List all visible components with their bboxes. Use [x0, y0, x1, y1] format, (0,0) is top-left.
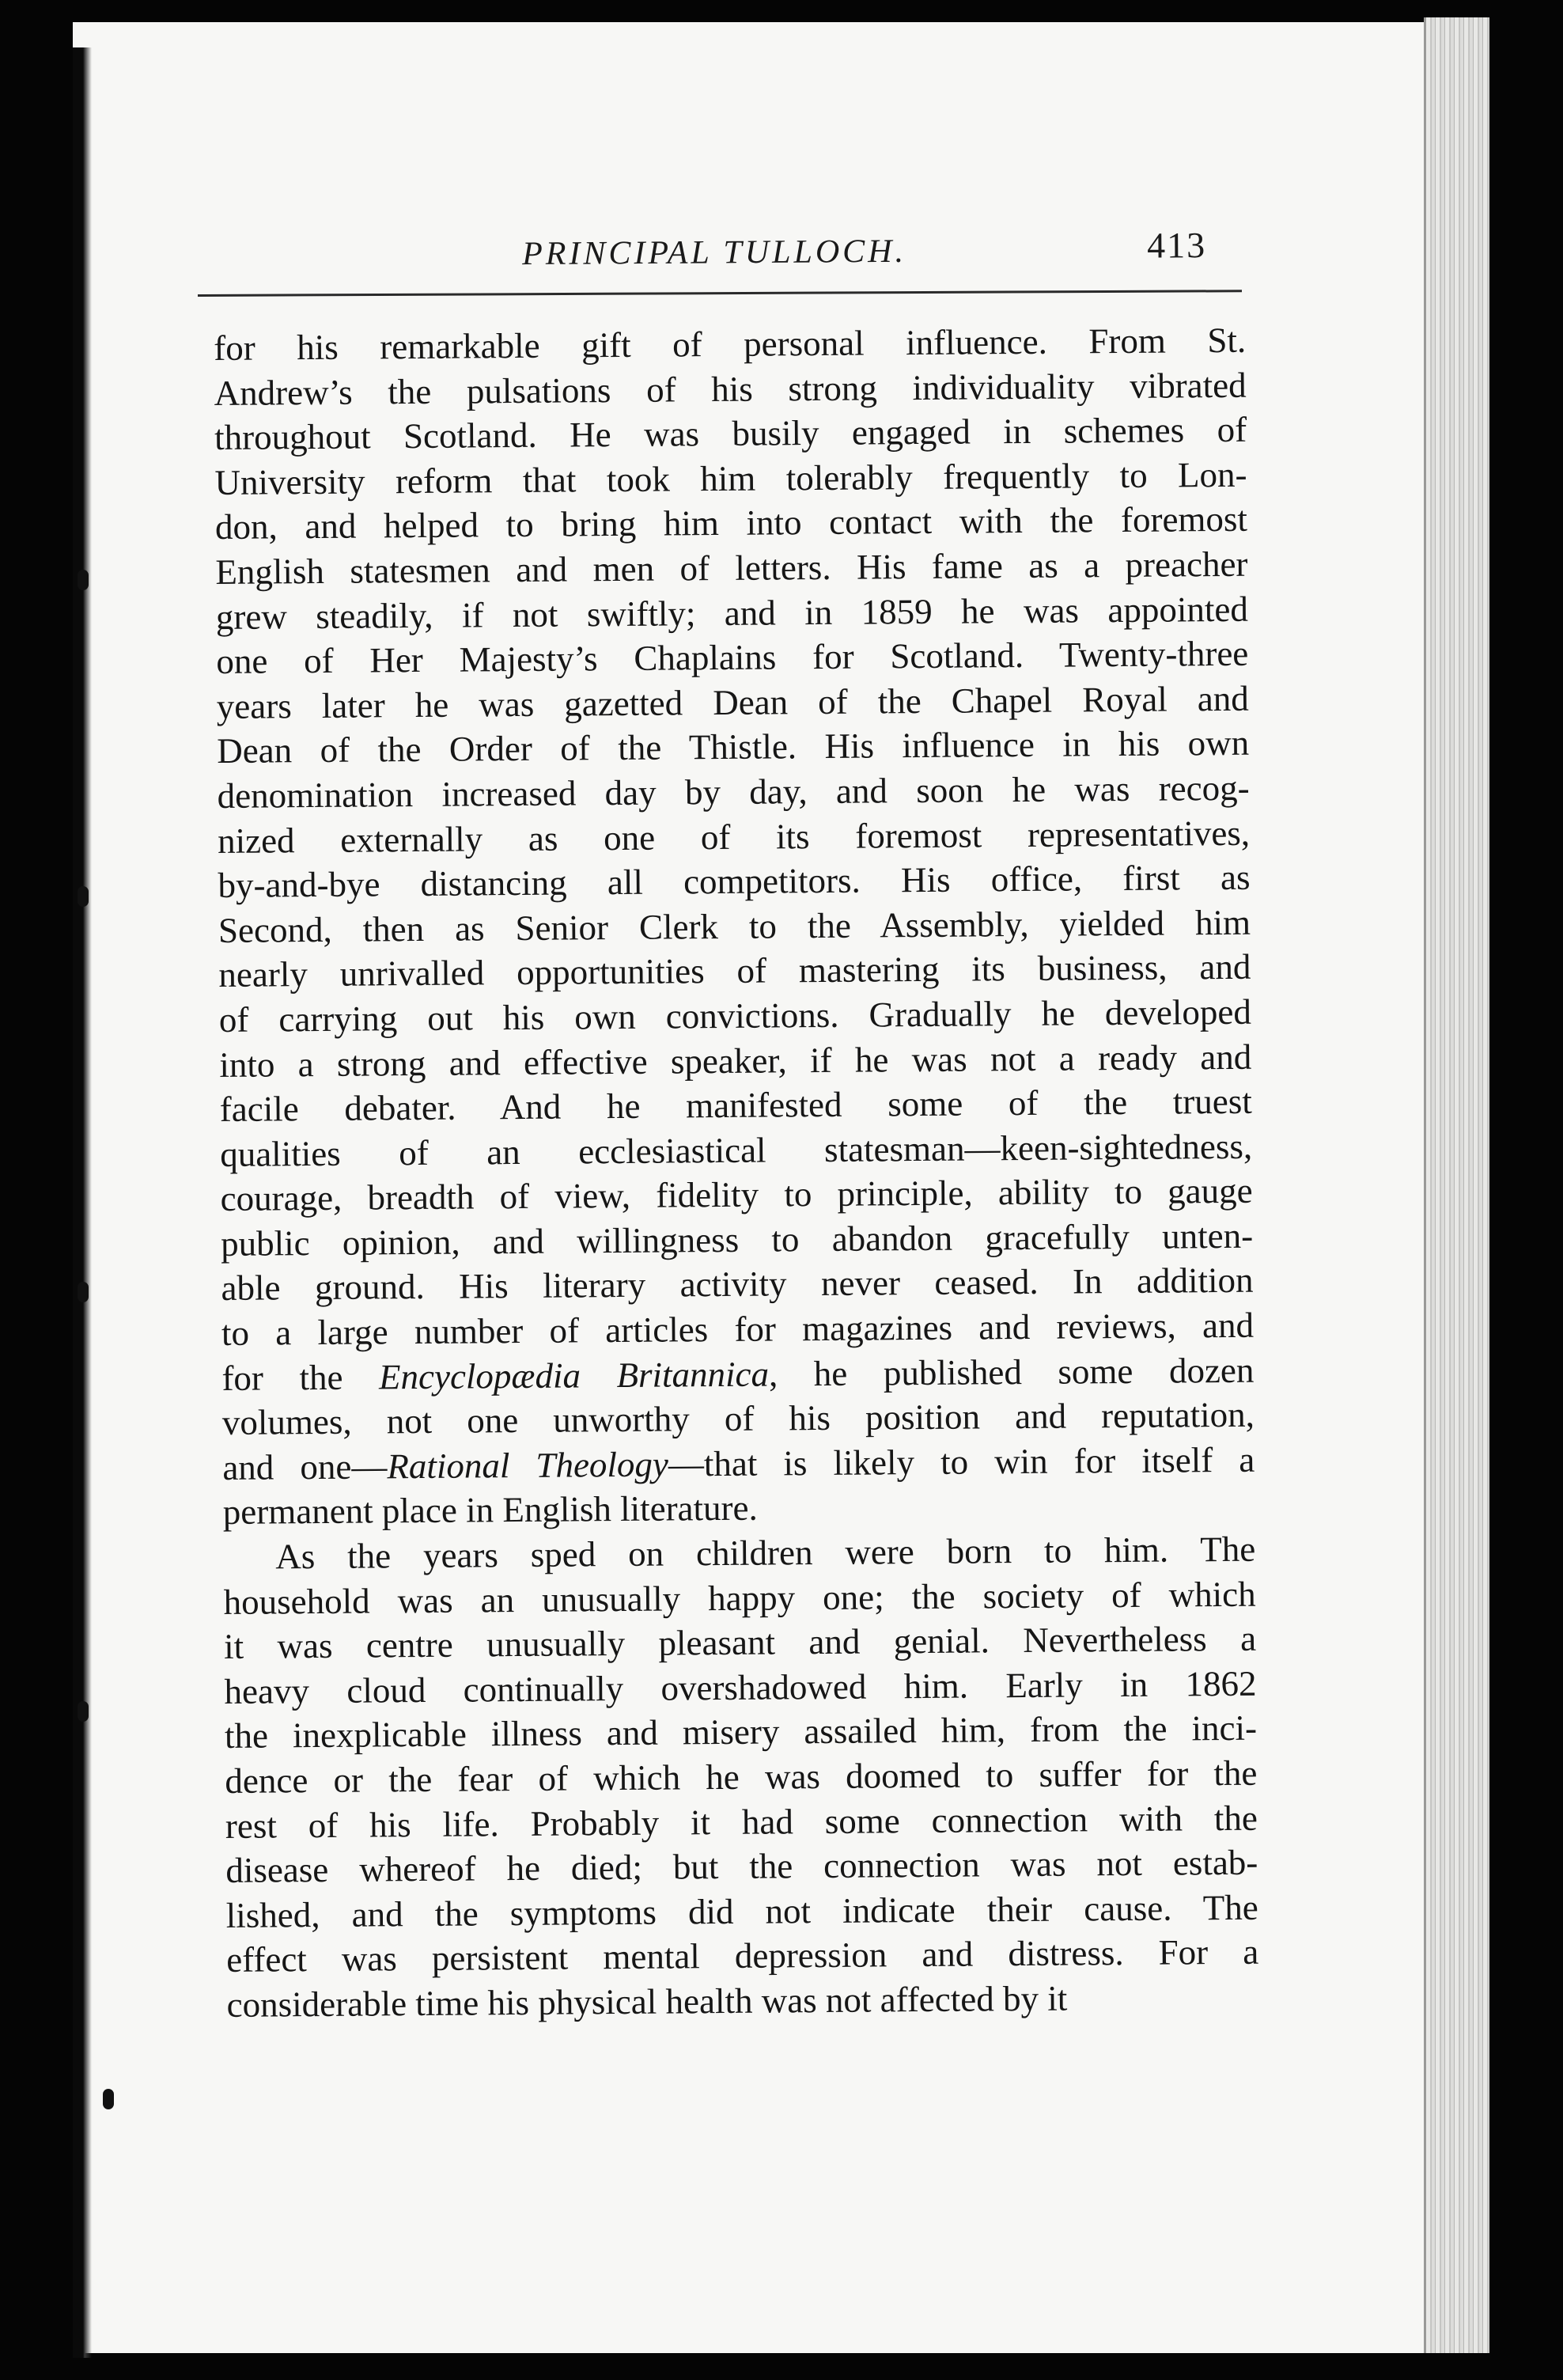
page-number: 413 — [1146, 225, 1207, 266]
binding-stitch — [78, 570, 89, 590]
text-line: nized externally as one of its foremost representatives, — [217, 813, 1251, 861]
text-line: effect was persistent mental depression and distress. For a — [226, 1932, 1259, 1980]
text-line: As the years sped on children were born to him. The — [275, 1529, 1256, 1577]
text-line — [221, 1347, 1254, 1400]
text-line: for his remarkable gift of personal influence. From St. — [214, 320, 1247, 368]
text-run: , he published some dozen — [768, 1350, 1255, 1394]
text-run: and one— — [222, 1446, 388, 1488]
text-line: the inexplicable illness and misery assailed him, from the inci- — [224, 1708, 1258, 1757]
text-line: disease whereof he died; but the connection was not estab- — [225, 1842, 1258, 1891]
text-line: University reform that took him tolerably frequently to Lon- — [214, 454, 1247, 502]
text-line: denomination increased day by day, and soon he was recog- — [217, 767, 1250, 816]
text-line: public opinion, and willingness to abandon gracefully unten- — [220, 1215, 1254, 1264]
text-line: Second, then as Senior Clerk to the Assembly, yielded him — [218, 902, 1251, 950]
text-run: —that is likely to win for itself a — [668, 1439, 1255, 1484]
body-text — [214, 318, 1259, 2028]
text-line: considerable time his physical health was not affected by it — [226, 1978, 1068, 2025]
text-line: facile debater. And he manifested some of the truest — [219, 1081, 1252, 1130]
text-line: it was centre unusually pleasant and genial. Nevertheless a — [223, 1618, 1257, 1667]
text-line: English statesmen and men of letters. His fame as a preacher — [215, 544, 1248, 592]
text-line: qualities of an ecclesiastical statesman—keen-sightedness, — [220, 1126, 1253, 1174]
binding-gutter — [73, 47, 92, 2358]
text-run: for the — [221, 1357, 380, 1398]
text-line: Dean of the Order of the Thistle. His influence in his own — [217, 723, 1250, 771]
text-line: Andrew’s the pulsations of his strong individuality vibrated — [214, 365, 1247, 413]
text-line: to a large number of articles for magazines and reviews, and — [221, 1305, 1255, 1354]
text-line: courage, breadth of view, fidelity to principle, ability to gauge — [220, 1170, 1253, 1219]
text-line — [222, 1438, 1255, 1491]
text-line: dence or the fear of which he was doomed to suffer for the — [225, 1753, 1258, 1801]
page-edges — [1424, 17, 1489, 2353]
text-line: volumes, not one unworthy of his position and reputation, — [221, 1394, 1255, 1443]
text-line: grew steadily, if not swiftly; and in 1859 he was appointed — [215, 589, 1249, 637]
text-line: household was an unusually happy one; the society of which — [223, 1574, 1256, 1622]
italic-title: Encyclopædia Britannica — [378, 1354, 770, 1397]
text-line: into a strong and effective speaker, if he was not a ready and — [219, 1037, 1252, 1085]
text-line: don, and helped to bring him into contact with the foremost — [214, 499, 1248, 548]
text-line: years later he was gazetted Dean of the Chapel Royal and — [216, 678, 1249, 726]
italic-title: Rational Theology — [387, 1444, 669, 1487]
text-line: one of Her Majesty’s Chaplains for Scotland. Twenty-three — [216, 633, 1249, 682]
binding-stitch — [78, 1282, 89, 1302]
text-line: lished, and the symptoms did not indicate their cause. The — [225, 1887, 1258, 1935]
text-line: able ground. His literary activity never ceased. In addition — [221, 1260, 1254, 1309]
text-line: rest of his life. Probably it had some connection with the — [225, 1798, 1258, 1846]
binding-stitch — [103, 2089, 114, 2109]
text-line: permanent place in English literature. — [222, 1488, 758, 1533]
text-line: heavy cloud continually overshadowed him. Early in 1862 — [224, 1663, 1257, 1711]
running-head — [198, 225, 1226, 285]
running-title: PRINCIPAL TULLOCH. — [521, 233, 907, 273]
text-line: nearly unrivalled opportunities of mastering its business, and — [218, 947, 1251, 995]
text-line: by-and-bye distancing all competitors. His office, first as — [218, 857, 1251, 906]
text-line: of carrying out his own convictions. Gradually he developed — [218, 991, 1252, 1040]
binding-stitch — [78, 1701, 89, 1722]
binding-stitch — [78, 886, 89, 907]
text-line: throughout Scotland. He was busily engaged in schemes of — [214, 409, 1247, 458]
